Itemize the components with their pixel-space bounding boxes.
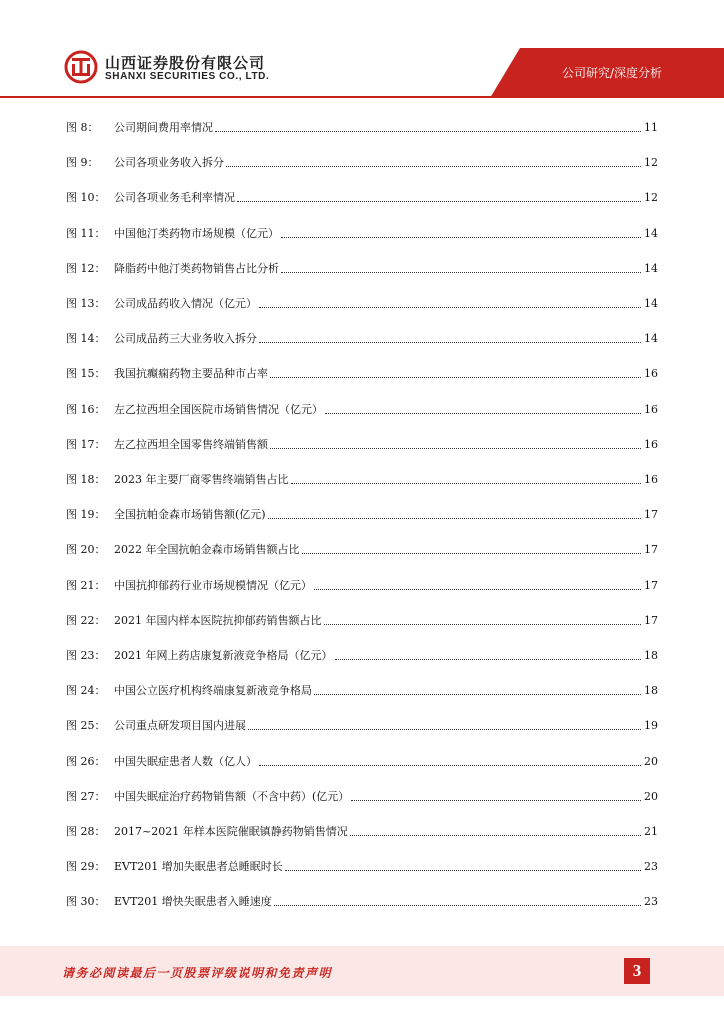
dot-leader [268,517,641,519]
toc-entry[interactable] [66,365,658,381]
figure-number: 图 27： [66,790,106,803]
figure-title: 公司成品药三大业务收入拆分 [114,332,257,345]
figure-number: 图 17： [66,438,106,451]
figure-number: 图 14： [66,332,106,345]
toc-entry[interactable] [66,436,658,452]
figure-title: 公司期间费用率情况 [114,121,213,134]
dot-leader [270,376,641,378]
page-footer [0,946,724,998]
dot-leader [274,904,641,906]
dot-leader [302,552,642,554]
dot-leader [270,447,641,449]
figure-title: EVT201 增快失眠患者入睡速度 [114,895,272,908]
figure-number: 图 10： [66,191,106,204]
page-header [0,0,724,96]
dot-leader [335,658,642,660]
page-ref: 20 [644,755,658,768]
page-ref: 11 [644,121,658,134]
company-name-en: SHANXI SECURITIES CO., LTD. [105,71,270,82]
figure-title: 中国抗抑郁药行业市场规模情况（亿元） [114,579,312,592]
figure-number: 图 21： [66,579,106,592]
page-ref: 17 [644,579,658,592]
figure-title: 中国公立医疗机构终端康复新液竞争格局 [114,684,312,697]
figure-number: 图 11： [66,227,106,240]
dot-leader [314,588,641,590]
figure-number: 图 20： [66,543,106,556]
figure-title: EVT201 增加失眠患者总睡眠时长 [114,860,283,873]
page-ref: 12 [644,156,658,169]
figure-title: 中国失眠症患者人数（亿人） [114,755,257,768]
toc-entry[interactable] [66,330,658,346]
toc-entry[interactable] [66,577,658,593]
figure-title: 全国抗帕金森市场销售额(亿元) [114,508,266,521]
page-ref: 14 [644,262,658,275]
toc-entry[interactable] [66,788,658,804]
toc-entry[interactable] [66,647,658,663]
dot-leader [215,130,641,132]
dot-leader [285,869,641,871]
toc-entry[interactable] [66,295,658,311]
dot-leader [259,764,641,766]
figure-title: 降脂药中他汀类药物销售占比分析 [114,262,279,275]
company-logo-icon [64,50,98,84]
dot-leader [281,271,641,273]
dot-leader [350,834,641,836]
figure-number: 图 8： [66,121,99,134]
page-ref: 17 [644,614,658,627]
figure-number: 图 25： [66,719,106,732]
page-ref: 12 [644,191,658,204]
page-ref: 19 [644,719,658,732]
page-ref: 16 [644,473,658,486]
figure-number: 图 28： [66,825,106,838]
figure-title: 2021 年网上药店康复新液竞争格局（亿元） [114,649,333,662]
dot-leader [259,306,641,308]
figure-title: 公司重点研发项目国内进展 [114,719,246,732]
disclaimer-notice: 请务必阅读最后一页股票评级说明和免责声明 [62,966,333,980]
company-name-cn: 山西证券股份有限公司 [105,54,266,72]
figure-title: 2023 年主要厂商零售终端销售占比 [114,473,289,486]
dot-leader [325,412,641,414]
toc-entry[interactable] [66,119,658,135]
dot-leader [324,623,642,625]
figure-title: 中国他汀类药物市场规模（亿元） [114,227,279,240]
toc-entry[interactable] [66,225,658,241]
toc-entry[interactable] [66,506,658,522]
toc-entry[interactable] [66,858,658,874]
toc-entry[interactable] [66,893,658,909]
figure-number: 图 22： [66,614,106,627]
toc-entry[interactable] [66,541,658,557]
toc-entry[interactable] [66,154,658,170]
page-ref: 21 [644,825,658,838]
toc-entry[interactable] [66,682,658,698]
figure-title: 公司各项业务毛利率情况 [114,191,235,204]
toc-entry[interactable] [66,823,658,839]
figure-number: 图 23： [66,649,106,662]
page-ref: 16 [644,403,658,416]
dot-leader [281,236,641,238]
figure-title: 公司成品药收入情况（亿元） [114,297,257,310]
page-ref: 23 [644,895,658,908]
figure-number: 图 18： [66,473,106,486]
page-ref: 23 [644,860,658,873]
page-number-badge: 3 [624,958,650,984]
page-ref: 18 [644,649,658,662]
figure-title: 我国抗癫痫药物主要品种市占率 [114,367,268,380]
figure-number: 图 12： [66,262,106,275]
toc-entry[interactable] [66,471,658,487]
figure-title: 左乙拉西坦全国零售终端销售额 [114,438,268,451]
page-ref: 14 [644,227,658,240]
toc-entry[interactable] [66,612,658,628]
report-type-label: 公司研究/深度分析 [561,66,662,80]
page-ref: 14 [644,297,658,310]
dot-leader [226,165,641,167]
figure-title: 公司各项业务收入拆分 [114,156,224,169]
figure-number: 图 9： [66,156,99,169]
page-ref: 18 [644,684,658,697]
figure-number: 图 19： [66,508,106,521]
dot-leader [248,728,641,730]
toc-entry[interactable] [66,753,658,769]
page-ref: 17 [644,543,658,556]
figure-number: 图 29： [66,860,106,873]
toc-entry[interactable] [66,189,658,205]
figure-title: 2021 年国内样本医院抗抑郁药销售额占比 [114,614,322,627]
dot-leader [237,200,641,202]
page-ref: 16 [644,438,658,451]
figure-title: 左乙拉西坦全国医院市场销售情况（亿元） [114,403,323,416]
figure-title: 2022 年全国抗帕金森市场销售额占比 [114,543,300,556]
dot-leader [314,693,641,695]
figure-number: 图 15： [66,367,106,380]
figure-number: 图 26： [66,755,106,768]
dot-leader [351,799,641,801]
toc-entry[interactable] [66,717,658,733]
figure-number: 图 30： [66,895,106,908]
figure-title: 2017~2021 年样本医院催眠镇静药物销售情况 [114,825,348,838]
page-ref: 20 [644,790,658,803]
page-ref: 17 [644,508,658,521]
figure-number: 图 24： [66,684,106,697]
page-ref: 16 [644,367,658,380]
dot-leader [259,341,641,343]
toc-entry[interactable] [66,260,658,276]
page-ref: 14 [644,332,658,345]
figure-number: 图 13： [66,297,106,310]
figure-number: 图 16： [66,403,106,416]
figure-title: 中国失眠症治疗药物销售额（不含中药）(亿元） [114,790,350,803]
dot-leader [291,482,642,484]
toc-entry[interactable] [66,401,658,417]
